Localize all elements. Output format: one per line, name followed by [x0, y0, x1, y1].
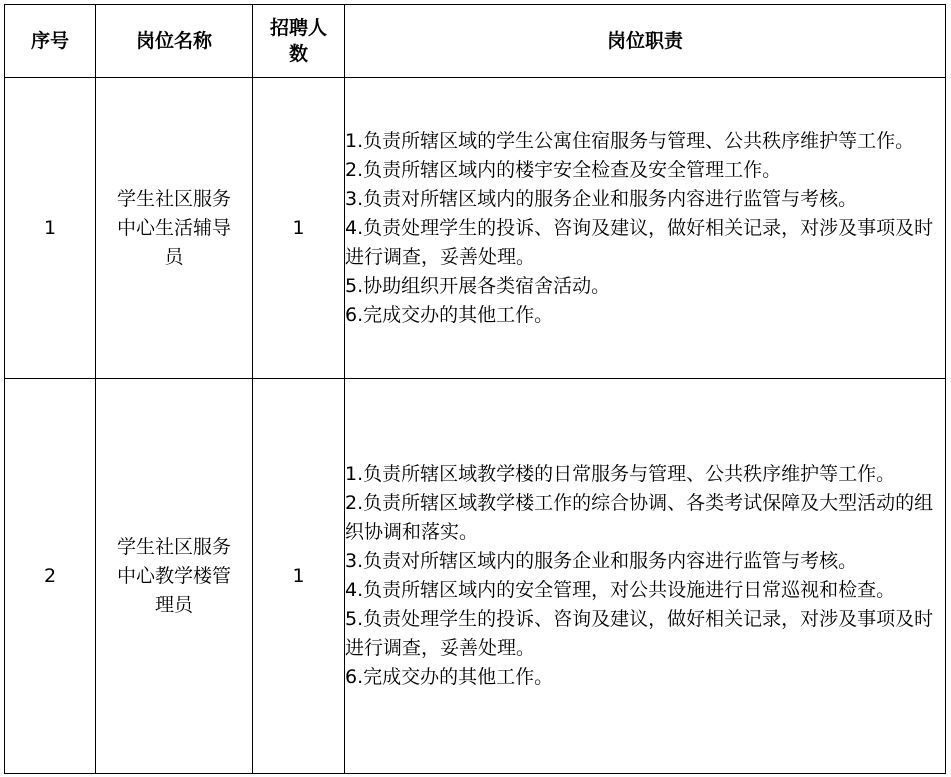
job-table	[4, 4, 946, 774]
duty-item: 2.负责所辖区域内的楼宇安全检查及安全管理工作。	[345, 158, 782, 181]
duty-item: 6.完成交办的其他工作。	[345, 303, 554, 326]
duty-item: 4.负责所辖区域内的安全管理，对公共设施进行日常巡视和检查。	[345, 579, 896, 601]
position-line: 中心生活辅导	[116, 216, 231, 239]
row-position	[96, 379, 253, 774]
position-line: 学生社区服务	[116, 187, 231, 210]
row-count: 1	[253, 78, 345, 379]
duty-item: 3.负责对所辖区域内的服务企业和服务内容进行监管与考核。	[345, 550, 858, 572]
row-duties	[345, 379, 946, 774]
row-index: 1	[5, 78, 96, 379]
duty-item: 6.完成交办的其他工作。	[345, 666, 554, 688]
table-row	[5, 379, 946, 774]
position-line: 学生社区服务	[116, 535, 231, 558]
position-line: 理员	[154, 593, 193, 616]
table-row	[5, 78, 946, 379]
job-table-container	[4, 4, 946, 774]
row-count: 1	[253, 379, 345, 774]
position-line: 员	[164, 245, 184, 268]
position-line: 中心教学楼管	[116, 564, 231, 587]
header-duties: 岗位职责	[345, 5, 946, 78]
duty-item: 5.负责处理学生的投诉、咨询及建议，做好相关记录，对涉及事项及时进行调查，妥善处理。	[345, 608, 934, 659]
row-position	[96, 78, 253, 379]
row-index: 2	[5, 379, 96, 774]
table-header-row	[5, 5, 946, 78]
duty-item: 3.负责对所辖区域内的服务企业和服务内容进行监管与考核。	[345, 187, 858, 210]
header-count-line2: 数	[288, 43, 308, 65]
header-count	[253, 5, 345, 78]
duty-item: 1.负责所辖区域的学生公寓住宿服务与管理、公共秩序维护等工作。	[345, 129, 915, 152]
duty-item: 2.负责所辖区域教学楼工作的综合协调、各类考试保障及大型活动的组织协调和落实。	[345, 492, 934, 543]
duty-item: 5.协助组织开展各类宿舍活动。	[345, 274, 611, 297]
duty-item: 1.负责所辖区域教学楼的日常服务与管理、公共秩序维护等工作。	[345, 463, 896, 485]
duty-item: 4.负责处理学生的投诉、咨询及建议，做好相关记录，对涉及事项及时进行调查，妥善处理。	[345, 216, 934, 268]
header-index: 序号	[5, 5, 96, 78]
header-count-line1: 招聘人	[269, 17, 327, 39]
header-position: 岗位名称	[96, 5, 253, 78]
row-duties	[345, 78, 946, 379]
